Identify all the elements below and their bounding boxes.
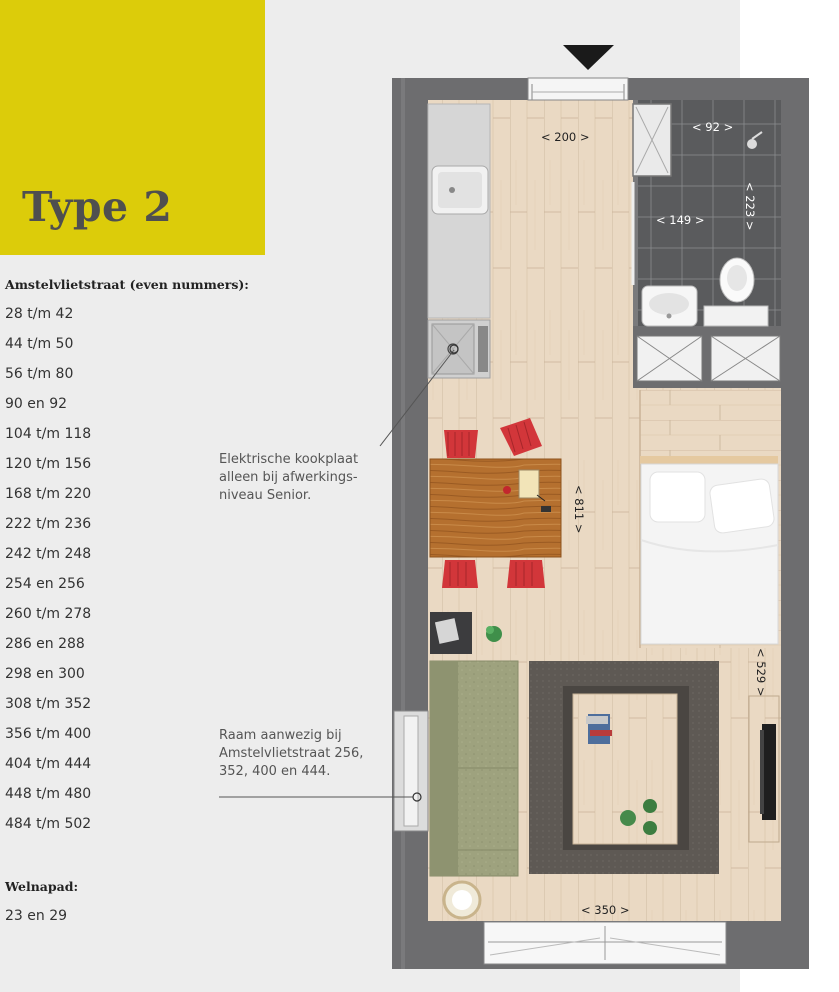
chair-bottom-right [507, 560, 545, 588]
list-item: 90 en 92 [5, 396, 68, 412]
list-item: 286 en 288 [5, 636, 85, 652]
kitchen-counter [428, 104, 490, 318]
list-item: 308 t/m 352 [5, 696, 92, 712]
list-item: 120 t/m 156 [5, 456, 92, 472]
dimension-room-width: < 350 > [581, 903, 630, 917]
list-item: 242 t/m 248 [5, 546, 92, 562]
street-heading-welnapad: Welnapad: [5, 879, 79, 894]
list-item: 254 en 256 [5, 576, 85, 592]
coffee-table [563, 686, 689, 850]
entrance-door [528, 78, 628, 100]
dimension-shower-width: < 92 > [692, 120, 734, 134]
list-item: 168 t/m 220 [5, 486, 92, 502]
dimension-hall-width: < 200 > [541, 130, 590, 144]
page-title: Type 2 [22, 183, 173, 231]
list-item: 56 t/m 80 [5, 366, 74, 382]
list-item: 28 t/m 42 [5, 306, 74, 322]
side-window [394, 711, 428, 831]
street-heading-amstelvlietstraat: Amstelvlietstraat (even nummers): [5, 277, 249, 292]
dining-table [430, 459, 561, 557]
washbasin-icon [642, 286, 697, 326]
cooktop-icon [428, 320, 490, 378]
list-item: 484 t/m 502 [5, 816, 92, 832]
closet-right [711, 336, 780, 381]
list-item: 260 t/m 278 [5, 606, 92, 622]
entrance-arrow-icon [563, 45, 614, 70]
list-item: 298 en 300 [5, 666, 85, 682]
side-table [430, 612, 472, 654]
list-item: 356 t/m 400 [5, 726, 92, 742]
list-item: 222 t/m 236 [5, 516, 92, 532]
list-item: 404 t/m 444 [5, 756, 92, 772]
plant-icon [486, 626, 502, 642]
chair-bottom-left [442, 560, 478, 588]
list-item: 448 t/m 480 [5, 786, 92, 802]
bottom-window [484, 922, 726, 964]
dimension-room-length-2: < 529 > [754, 648, 768, 697]
sofa [430, 661, 518, 876]
floor-lamp-icon [444, 882, 480, 918]
list-item: 44 t/m 50 [5, 336, 74, 352]
list-item: 104 t/m 118 [5, 426, 92, 442]
dimension-bath-width: < 149 > [656, 213, 705, 227]
list-item: 23 en 29 [5, 908, 68, 924]
tv-cabinet [749, 696, 779, 842]
window-note: Raam aanwezig bij Amstelvlietstraat 256, 352, 400 en 444. [219, 728, 364, 779]
cooktop-note: Elektrische kookplaat alleen bij afwerkings- niveau Senior. [219, 452, 359, 503]
closet-left [637, 336, 702, 381]
bed [641, 464, 778, 644]
dimension-room-length: < 811 > [572, 485, 586, 534]
chair-top-left [444, 430, 478, 458]
dimension-bath-height: < 223 > [743, 182, 757, 231]
